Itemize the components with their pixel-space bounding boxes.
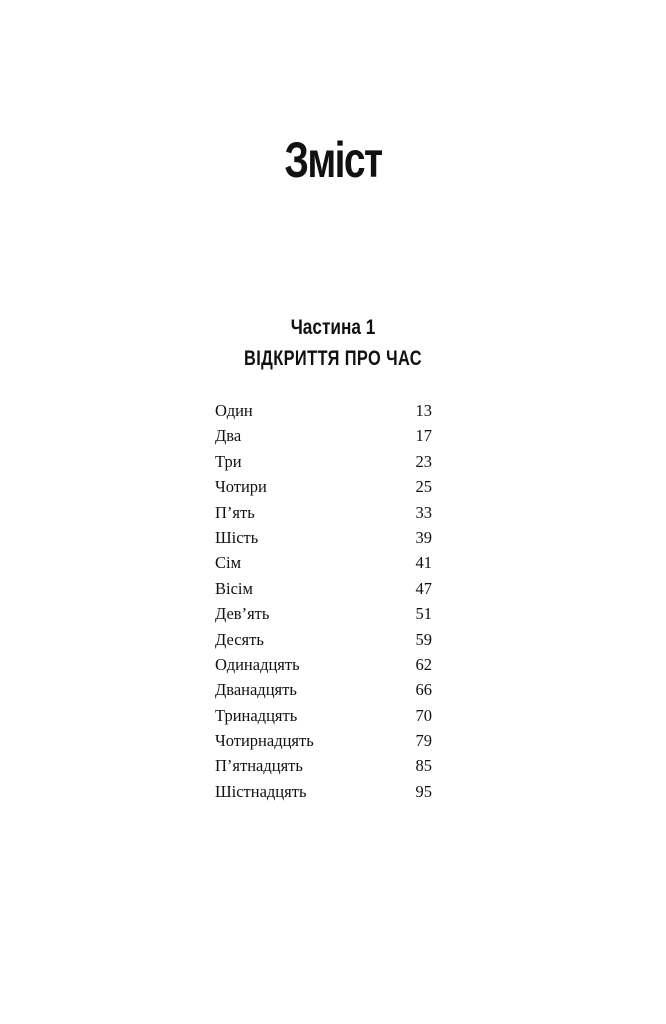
toc-entry xyxy=(215,576,432,601)
toc-chapter: Вісім xyxy=(215,578,253,598)
toc-entry xyxy=(215,398,432,423)
table-of-contents xyxy=(215,398,432,804)
toc-page-number: 79 xyxy=(415,731,432,751)
toc-page-number: 33 xyxy=(415,502,432,522)
toc-entry xyxy=(215,474,432,499)
toc-entry xyxy=(215,423,432,448)
toc-chapter: Дев’ять xyxy=(215,604,270,624)
toc-entry xyxy=(215,652,432,677)
toc-page-number: 41 xyxy=(415,553,432,573)
toc-page-number: 39 xyxy=(415,527,432,547)
toc-chapter: Дванадцять xyxy=(215,680,297,700)
toc-entry xyxy=(215,753,432,778)
toc-entry xyxy=(215,677,432,702)
toc-entry xyxy=(215,627,432,652)
toc-entry xyxy=(215,779,432,804)
part-label: Частина 1 xyxy=(290,316,376,339)
toc-entry xyxy=(215,728,432,753)
toc-page-number: 62 xyxy=(415,654,432,674)
toc-entry xyxy=(215,703,432,728)
toc-chapter: Тринадцять xyxy=(215,705,298,725)
toc-page-number: 70 xyxy=(415,705,432,725)
toc-chapter: Шість xyxy=(215,527,259,547)
toc-chapter: Чотирнадцять xyxy=(215,731,314,751)
toc-page-number: 95 xyxy=(415,781,432,801)
toc-page-number: 25 xyxy=(415,477,432,497)
toc-page-number: 51 xyxy=(415,604,432,624)
toc-entry xyxy=(215,500,432,525)
toc-chapter: Три xyxy=(215,451,242,471)
toc-chapter: Шістнадцять xyxy=(215,781,307,801)
toc-page-number: 17 xyxy=(415,426,432,446)
toc-chapter: Один xyxy=(215,401,253,420)
toc-chapter: Два xyxy=(215,426,242,446)
toc-page-number: 85 xyxy=(415,756,432,776)
toc-entry xyxy=(215,601,432,626)
toc-chapter: Сім xyxy=(215,553,242,573)
toc-chapter: П’ятнадцять xyxy=(215,756,303,776)
toc-entry xyxy=(215,525,432,550)
toc-chapter: П’ять xyxy=(215,502,255,522)
toc-page-number: 13 xyxy=(415,401,432,420)
part-title: ВІДКРИТТЯ ПРО ЧАС xyxy=(243,347,423,370)
toc-page-number: 66 xyxy=(415,680,432,700)
toc-chapter: Чотири xyxy=(215,477,267,497)
toc-entry xyxy=(215,550,432,575)
page-title: Зміст xyxy=(284,132,382,188)
toc-entry xyxy=(215,449,432,474)
toc-chapter: Десять xyxy=(215,629,264,649)
toc-page-number: 23 xyxy=(415,451,432,471)
toc-chapter: Одинадцять xyxy=(215,654,300,674)
toc-page-number: 59 xyxy=(415,629,432,649)
toc-page-number: 47 xyxy=(415,578,432,598)
